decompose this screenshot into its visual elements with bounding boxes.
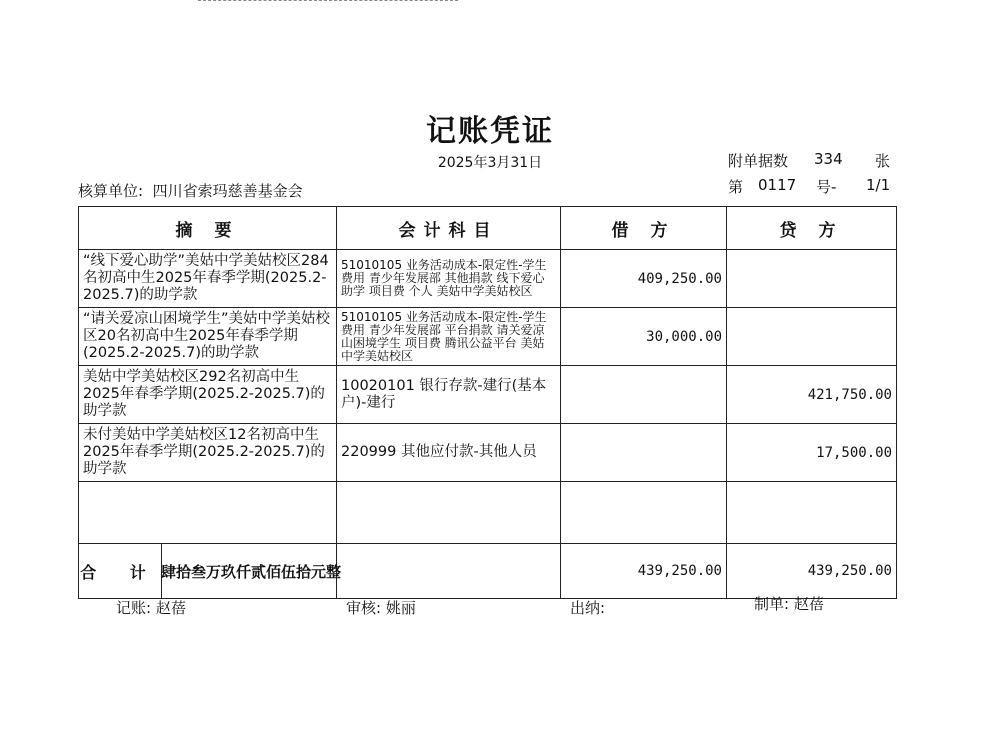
table-row: [79, 250, 897, 308]
attachment-unit: 张: [875, 152, 891, 170]
row-account: 51010105 业务活动成本-限定性-学生费用 青少年发展部 其他捐款 线下爱心助学 项目费 个人 美姑中学美姑校区: [337, 250, 561, 308]
attachment-count: 334: [814, 150, 843, 168]
attachment-label: 附单据数: [728, 152, 789, 170]
row-summary: 美姑中学美姑校区292名初高中生2025年春季学期(2025.2-2025.7)的助学款: [79, 366, 337, 424]
voucher-date: 2025年3月31日: [437, 155, 543, 171]
voucher-page: 1/1: [866, 176, 891, 194]
total-debit: 439,250.00: [561, 544, 727, 599]
row-account: 10020101 银行存款-建行(基本户)-建行: [337, 366, 561, 424]
row-debit: [561, 424, 727, 482]
row-debit: [561, 366, 727, 424]
voucher-table: [78, 206, 897, 599]
header-summary: 摘 要: [79, 207, 337, 250]
row-summary: “请关爱凉山困境学生”美姑中学美姑校区20名初高中生2025年春季学期(2025.2-2025.7)的助学款: [79, 308, 337, 366]
footer-bookkeeper: 记账: 赵蓓: [116, 599, 186, 617]
row-credit: 421,750.00: [727, 366, 897, 424]
row-summary: “线下爱心助学”美姑中学美姑校区284名初高中生2025年春季学期(2025.2-2025.7)的助学款: [79, 250, 337, 308]
voucher-prefix: 第: [728, 178, 744, 196]
scan-top-edge-line: [198, 0, 458, 2]
row-account: 51010105 业务活动成本-限定性-学生费用 青少年发展部 平台捐款 请关爱凉山困境学生 项目费 腾讯公益平台 美姑中学美姑校区: [337, 308, 561, 366]
header-account: 会计科目: [337, 207, 561, 250]
table-row-empty: [79, 482, 897, 544]
table-row: [79, 424, 897, 482]
row-credit: [727, 308, 897, 366]
table-row: [79, 366, 897, 424]
voucher-title: 记账凭证: [426, 114, 554, 149]
total-credit: 439,250.00: [727, 544, 897, 599]
row-credit: [727, 250, 897, 308]
row-credit: 17,500.00: [727, 424, 897, 482]
empty-cell: [561, 482, 727, 544]
total-amount-in-words: 肆拾叁万玖仟贰佰伍拾元整: [157, 544, 381, 599]
table-row: [79, 308, 897, 366]
row-debit: 30,000.00: [561, 308, 727, 366]
header-debit: 借 方: [561, 207, 727, 250]
empty-cell: [79, 482, 337, 544]
total-row: [79, 544, 897, 599]
footer-reviewer: 审核: 姚丽: [346, 599, 416, 617]
row-summary: 未付美姑中学美姑校区12名初高中生2025年春季学期(2025.2-2025.7)的助学款: [79, 424, 337, 482]
table-header-row: [79, 207, 897, 250]
row-debit: 409,250.00: [561, 250, 727, 308]
empty-cell: [727, 482, 897, 544]
total-label: 合 计: [79, 544, 162, 598]
accounting-unit-label: 核算单位:: [78, 182, 144, 200]
accounting-unit: [78, 180, 303, 201]
voucher-suffix: 号-: [816, 178, 837, 196]
empty-cell: [337, 482, 561, 544]
voucher-number: 0117: [758, 176, 797, 194]
header-credit: 贷 方: [727, 207, 897, 250]
accounting-unit-name: 四川省索玛慈善基金会: [152, 182, 303, 200]
footer-cashier: 出纳:: [570, 599, 606, 617]
row-account: 220999 其他应付款-其他人员: [337, 424, 561, 482]
footer-preparer: 制单: 赵蓓: [754, 595, 824, 613]
